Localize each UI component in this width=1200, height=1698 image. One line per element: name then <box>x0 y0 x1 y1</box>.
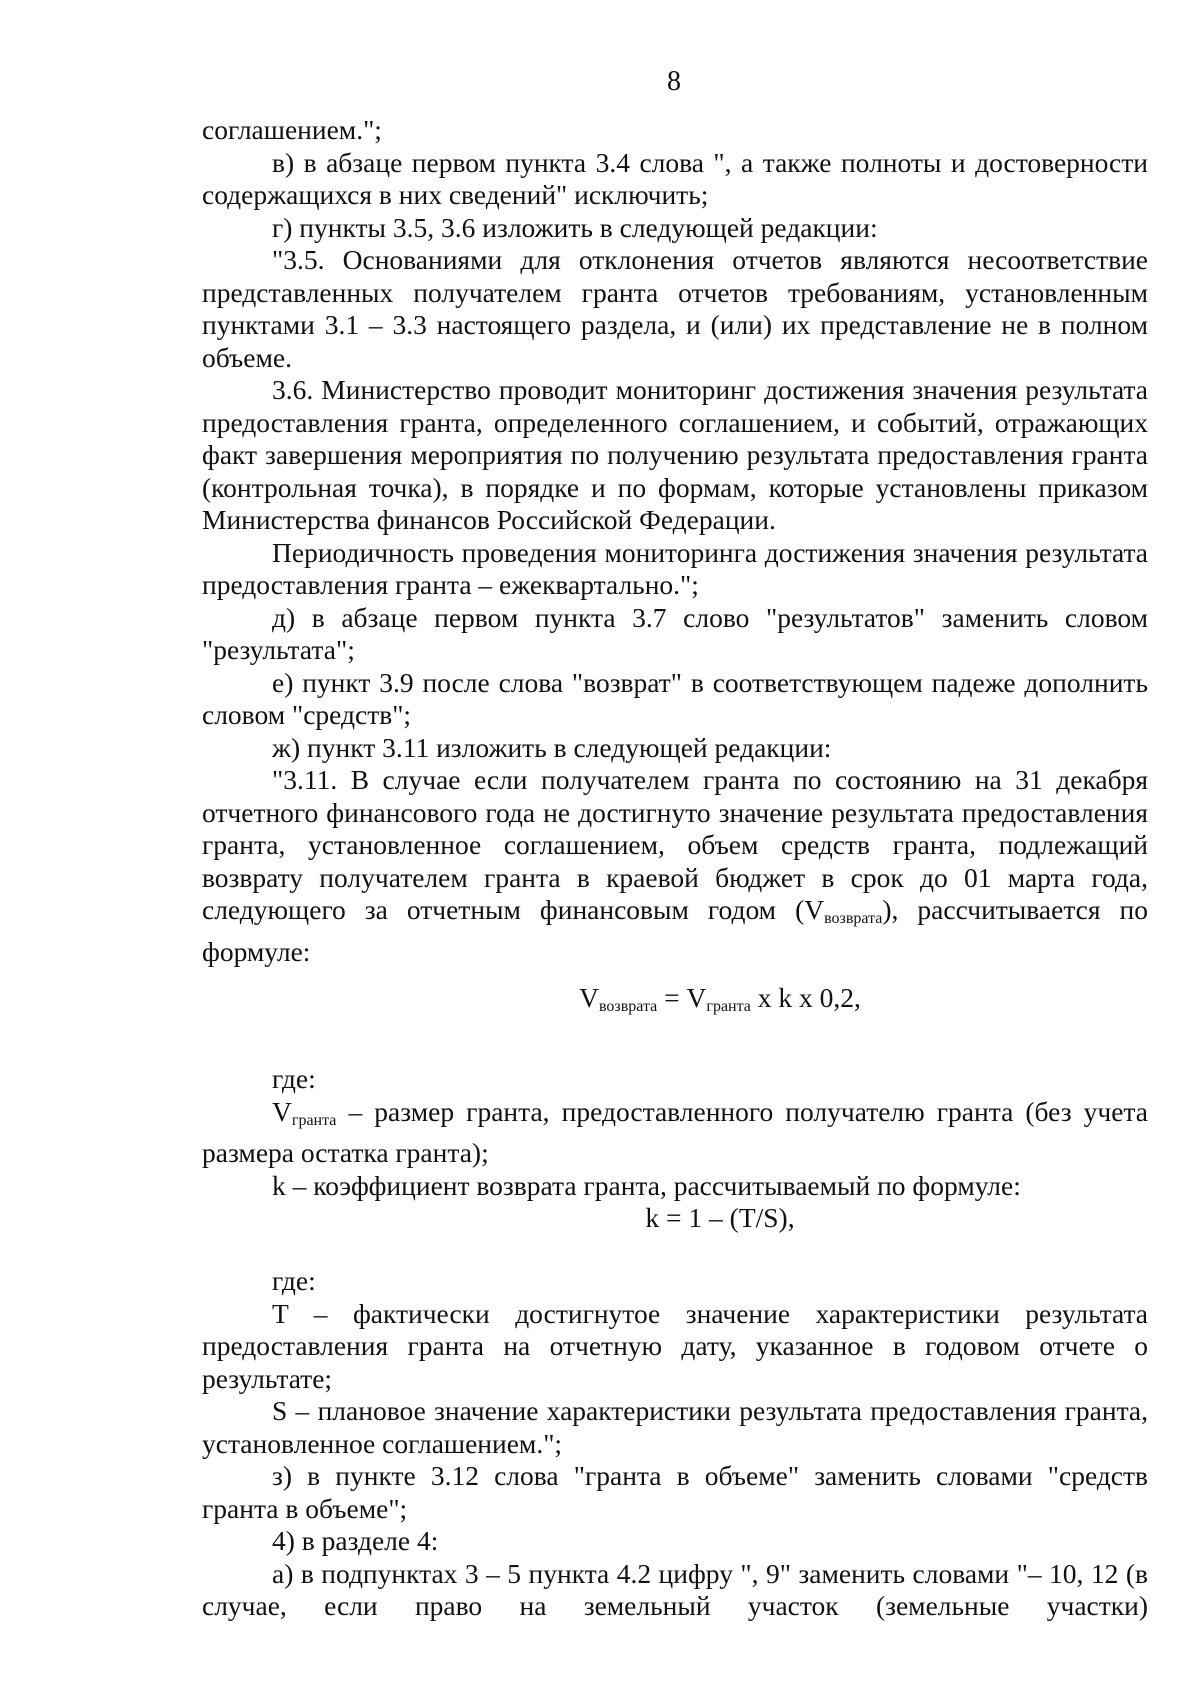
paragraph-item-zh: ж) пункт 3.11 изложить в следующей редакции: <box>272 731 832 763</box>
paragraph-continuation: соглашением."; <box>202 114 382 145</box>
formula-var-v: V <box>579 982 599 1013</box>
formula-rest: x k x 0,2, <box>750 982 861 1013</box>
subscript-granta: гранта <box>291 1111 337 1129</box>
paragraph-t-definition: T – фактически достигнутое значение характеристики результата предоставления гранта на отчетную дату, указанное в годовом отчете о результате; <box>202 1297 1148 1394</box>
paragraph-section-4: 4) в разделе 4: <box>272 1525 439 1556</box>
paragraph-3-11-tail: ), рассчитывается по формуле: <box>202 894 1148 967</box>
formula-v-vozvrata <box>202 968 1148 1033</box>
paragraph-item-z: з) в пункте 3.12 слова "гранта в объеме" заменить словами "средств гранта в объеме"; <box>202 1460 1148 1524</box>
v-granta-definition: – размер гранта, предоставленного получателю гранта (без учета размера остатка гранта); <box>202 1095 1148 1168</box>
document-body <box>202 114 1148 1623</box>
paragraph-item-v: в) в абзаце первом пункта 3.4 слова ", а также полноты и достоверности содержащихся в них сведений" исключить; <box>202 146 1148 210</box>
paragraph-3-11-text: "3.11. В случае если получателем гранта по состоянию на 31 декабря отчетного финансового года не достигнуто значение результата предоставления гранта, установленное соглашением, объем средств гранта, подлежащий возврату получателем гранта в краевой бюджет в срок до 01 марта года, следующего за отчетным финансовым годом (V <box>202 764 1148 925</box>
formula-k: k = 1 – (T/S), <box>645 1202 795 1233</box>
paragraph-item-e: е) пункт 3.9 после слова "возврат" в соответствующем падеже дополнить словом "средств"; <box>202 666 1148 730</box>
paragraph-periodicity: Периодичность проведения мониторинга достижения значения результата предоставления гранта – ежеквартально."; <box>202 536 1148 600</box>
subscript-vozvrata: возврата <box>824 910 883 927</box>
formula-equals-v: = V <box>657 982 707 1013</box>
formula-sub-vozvrata: возврата <box>598 998 658 1015</box>
var-v: V <box>272 1095 292 1127</box>
paragraph-3-11 <box>202 764 1148 968</box>
paragraph-gde-1: где: <box>272 1063 316 1094</box>
paragraph-gde-2: где: <box>272 1265 316 1296</box>
paragraph-k-coefficient: k – коэффициент возврата гранта, рассчитываемый по формуле: <box>272 1169 1021 1201</box>
paragraph-item-g: г) пункты 3.5, 3.6 изложить в следующей редакции: <box>272 211 878 243</box>
paragraph-s-definition: S – плановое значение характеристики результата предоставления гранта, установленное соглашением."; <box>202 1395 1148 1459</box>
paragraph-3-5: "3.5. Основаниями для отклонения отчетов являются несоответствие представленных получателем гранта отчетов требованиям, установленным пунктами 3.1 – 3.3 настоящего раздела, и (или) их представление не в полном объеме. <box>202 244 1148 373</box>
formula-sub-granta: гранта <box>706 998 751 1015</box>
page-number: 8 <box>667 66 681 97</box>
paragraph-3-6: 3.6. Министерство проводит мониторинг достижения значения результата предоставления гранта, определенного соглашением, и событий, отражающих факт завершения мероприятия по получению результата предоставления гранта (контрольная точка), в порядке и по формам, которые установлены приказом Министерства финансов Российской Федерации. <box>202 374 1148 535</box>
paragraph-item-d: д) в абзаце первом пункта 3.7 слово "результатов" заменить словом "результата"; <box>202 601 1148 665</box>
paragraph-item-a: а) в подпунктах 3 – 5 пункта 4.2 цифру ", 9" заменить словами "– 10, 12 (в случае, если право на земельный участок (земельные участки) <box>202 1557 1148 1621</box>
paragraph-v-granta <box>202 1096 1148 1170</box>
